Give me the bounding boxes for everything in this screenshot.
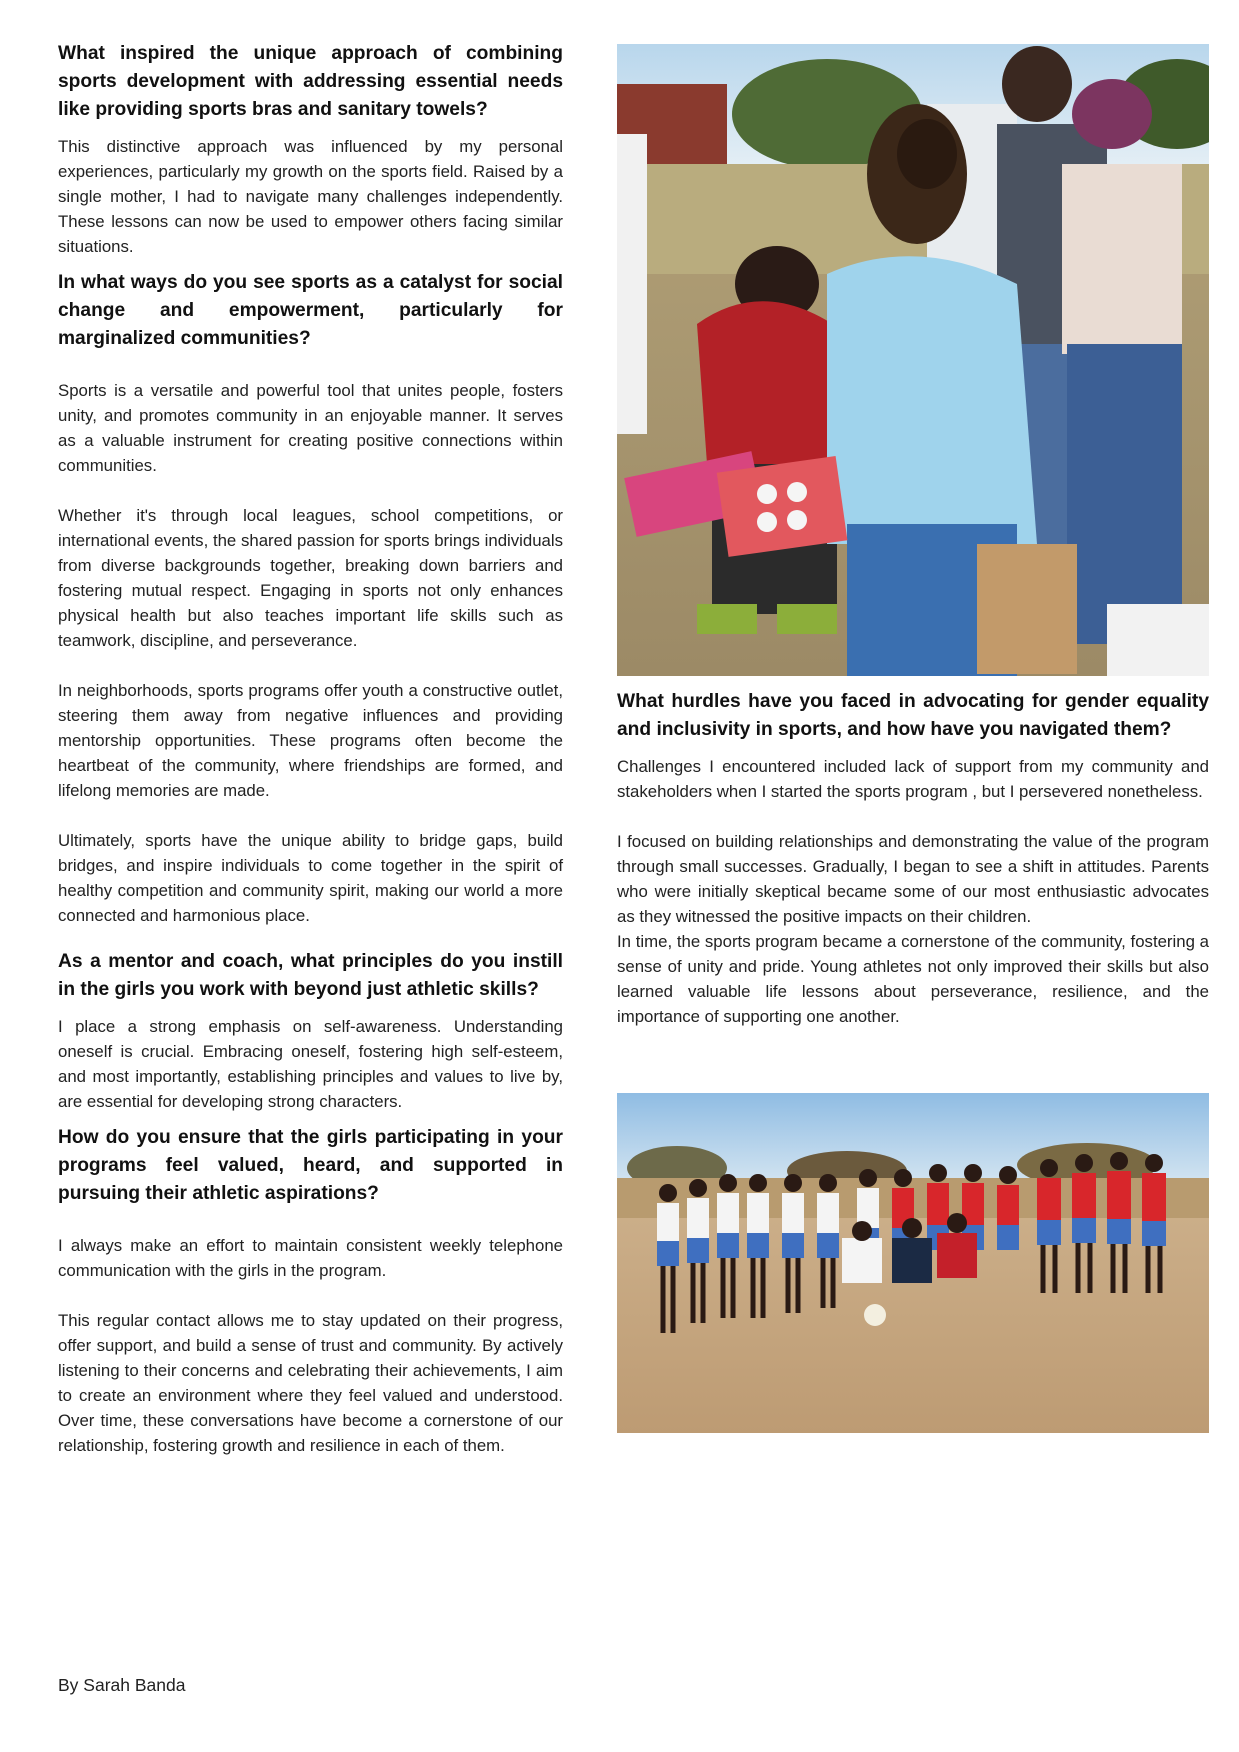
answer-social-change-p3: In neighborhoods, sports programs offer youth a constructive outlet, steering them away from negative influences and providing mentorship opportunities. These programs often become the heartbeat of the community, where friendships are formed, and lifelong memories are made. xyxy=(58,681,563,800)
answer-social-change-p4: Ultimately, sports have the unique ability to bridge gaps, build bridges, and inspire individuals to come together in the spirit of healthy competition and community spirit, making our world a more connected and harmonious place. xyxy=(58,831,563,925)
photo-sanitary-pad-distribution xyxy=(617,44,1209,676)
question-valued: How do you ensure that the girls participating in your programs feel valued, heard, and supported in pursuing their athletic aspirations? xyxy=(58,1127,563,1204)
question-hurdles: What hurdles have you faced in advocating for gender equality and inclusivity in sports, and how have you navigated them? xyxy=(617,691,1209,740)
answer-valued-p2: This regular contact allows me to stay updated on their progress, offer support, and build a sense of trust and community. By actively listening to their concerns and celebrating their achievements, I aim to create an environment where they feel valued and understood. Over time, these conversations have become a cornerstone of our relationship, fostering growth and resilience in each of them. xyxy=(58,1311,563,1455)
answer-social-change-p1: Sports is a versatile and powerful tool that unites people, fosters unity, and promotes community in an enjoyable manner. It serves as a valuable instrument for creating positive connections within communities. xyxy=(58,381,563,475)
answer-hurdles-p3: In time, the sports program became a cornerstone of the community, fostering a sense of unity and pride. Young athletes not only improved their skills but also learned valuable life lessons about perseverance, resilience, and the importance of supporting one another. xyxy=(617,932,1209,1026)
answer-hurdles-p2: I focused on building relationships and demonstrating the value of the program through small successes. Gradually, I began to see a shift in attitudes. Parents who were initially skeptical became some of our most enthusiastic advocates as they witnessed the positive impacts on their children. xyxy=(617,832,1209,926)
right-column xyxy=(617,44,1209,1433)
question-inspiration: What inspired the unique approach of combining sports development with addressing essential needs like providing sports bras and sanitary towels? xyxy=(58,43,563,120)
answer-social-change-p2: Whether it's through local leagues, school competitions, or international events, the shared passion for sports brings individuals from diverse backgrounds together, breaking down barriers and fostering mutual respect. Engaging in sports not only enhances physical health but also teaches important life skills such as teamwork, discipline, and perseverance. xyxy=(58,506,563,650)
photo-netball-team xyxy=(617,1093,1209,1433)
answer-hurdles-p1: Challenges I encountered included lack of support from my community and stakeholders when I started the sports program , but I persevered nonetheless. xyxy=(617,757,1209,801)
question-principles: As a mentor and coach, what principles do you instill in the girls you work with beyond just athletic skills? xyxy=(58,951,563,1000)
answer-valued-p1: I always make an effort to maintain consistent weekly telephone communication with the girls in the program. xyxy=(58,1236,563,1280)
left-column xyxy=(58,40,563,1458)
answer-inspiration: This distinctive approach was influenced by my personal experiences, particularly my growth on the sports field. Raised by a single mother, I had to navigate many challenges independently. These lessons can now be used to empower others facing similar situations. xyxy=(58,137,563,256)
author-byline: By Sarah Banda xyxy=(58,1675,186,1695)
answer-principles: I place a strong emphasis on self-awareness. Understanding oneself is crucial. Embracing oneself, fostering high self-esteem, and most importantly, establishing principles and values to live by, are essential for developing strong characters. xyxy=(58,1017,563,1111)
question-social-change: In what ways do you see sports as a catalyst for social change and empowerment, particularly for marginalized communities? xyxy=(58,272,563,349)
